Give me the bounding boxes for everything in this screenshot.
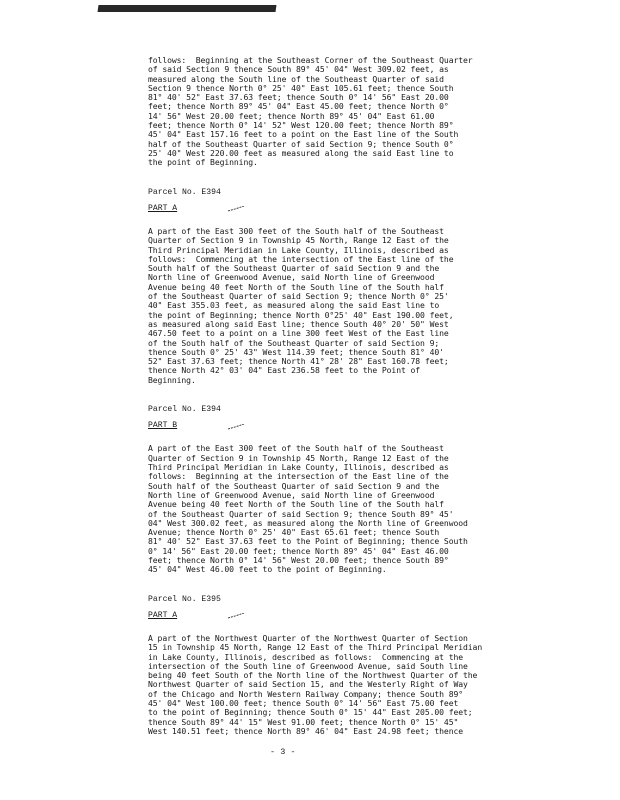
part-label: PART A: [148, 203, 178, 213]
legal-description-body: [148, 56, 578, 736]
part-label: PART B: [148, 421, 178, 431]
checkmark-icon: [227, 405, 245, 411]
parcel-heading: [148, 595, 578, 604]
intro-paragraph: follows: Beginning at the Southeast Corner of the Southeast Quarter of said Section 9 thence South 89° 45' 04" West 309.02 feet, as measured along the South line of the Southeast Quarter of said Section 9 thence North 0° 25' 40" East 105.61 feet; thence South 81° 40' 52" East 37.63 feet; thence South 0° 14' 56" East 20.00 feet; thence North 89° 45' 04" East 45.00 feet; thence North 0° 14' 56" West 20.00 feet; thence North 89° 45' 04" East 61.00 feet; thence North 0° 14' 52" West 120.00 feet; thence North 89° 45' 04" East 157.16 feet to a point on the East line of the South half of the Southeast Quarter of said Section 9; thence South 0° 25' 40" West 220.00 feet as measured along the said East line to the point of Beginning.: [148, 55, 473, 168]
parcel-section: [148, 595, 578, 737]
page-number: - 3 -: [270, 747, 296, 757]
parcel-number: Parcel No. E394: [148, 405, 221, 415]
parcel-number: Parcel No. E395: [148, 594, 221, 604]
parcel-section: [148, 405, 578, 575]
checkmark-icon: [227, 594, 245, 600]
parcel-description: A part of the East 300 feet of the South half of the Southeast Quarter of Section 9 in Township 45 North, Range 12 East of the Third Principal Meridian in Lake County, Illinois, described as follows: Beginning at the intersection of the East line of the South half of the Southeast Quarter of said Section 9 and the North line of Greenwood Avenue, said North line of Greenwood Avenue being 40 feet North of the South line of the South half of the Southeast Quarter of said Section 9; thence South 89° 45' 04" West 300.02 feet, as measured along the North line of Greenwood Avenue; thence North 0° 25' 40" East 65.61 feet; thence South 81° 40' 52" East 37.63 feet to the Point of Beginning; thence South 0° 14' 56" East 20.00 feet; thence North 89° 45' 04" East 46.00 feet; thence North 0° 14' 56" West 20.00 feet; thence South 89° 45' 04" West 46.00 feet to the point of Beginning.: [148, 443, 468, 575]
parcel-number: Parcel No. E394: [148, 187, 221, 197]
parcel-heading: [148, 188, 578, 197]
scan-artifact-bar: [98, 5, 277, 12]
part-label: PART A: [148, 610, 178, 620]
parcel-heading: [148, 405, 578, 414]
checkmark-icon: [227, 187, 245, 193]
parcel-description: A part of the East 300 feet of the South half of the Southeast Quarter of Section 9 in Township 45 North, Range 12 East of the Third Principal Meridian in Lake County, Illinois, described as follows: Commencing at the intersection of the East line of the South half of the Southeast Quarter of said Section 9 and the North line of Greenwood Avenue, said North line of Greenwood Avenue being 40 feet North of the South line of the South half of the Southeast Quarter of said Section 9; thence North 0° 25' 40" East 355.03 feet, as measured along the said East line to the point of Beginning; thence North 0°25' 40" East 190.00 feet, as measured along said East line; thence South 40° 20' 50" West 467.50 feet to a point on a line 300 feet West of the East line of the South half of the Southeast Quarter of said Section 9; thence South 0° 25' 43" West 114.39 feet; thence South 81° 40' 52" East 37.63 feet; thence North 41° 28' 28" East 160.78 feet; thence North 42° 03' 04" East 236.58 feet to the Point of Beginning.: [148, 225, 454, 385]
parcel-description: A part of the Northwest Quarter of the Northwest Quarter of Section 15 in Township 45 North, Range 12 East of the Third Principal Meridian in Lake County, Illinois, described as follows: Commencing at the intersection of the South line of Greenwood Avenue, said South line being 40 feet South of the North line of the Northwest Quarter of the Northwest Quarter of said Section 15, and the Westerly Right of Way of the Chicago and North Western Railway Company; thence South 89° 45' 04" West 100.00 feet; thence South 0° 14' 56" East 75.00 feet to the point of Beginning; thence South 0° 15' 44" East 205.00 feet; thence South 89° 44' 15" West 91.00 feet; thence North 0° 15' 45" West 140.51 feet; thence North 89° 46' 04" East 24.98 feet; thence: [148, 632, 483, 736]
parcel-section: [148, 188, 578, 385]
